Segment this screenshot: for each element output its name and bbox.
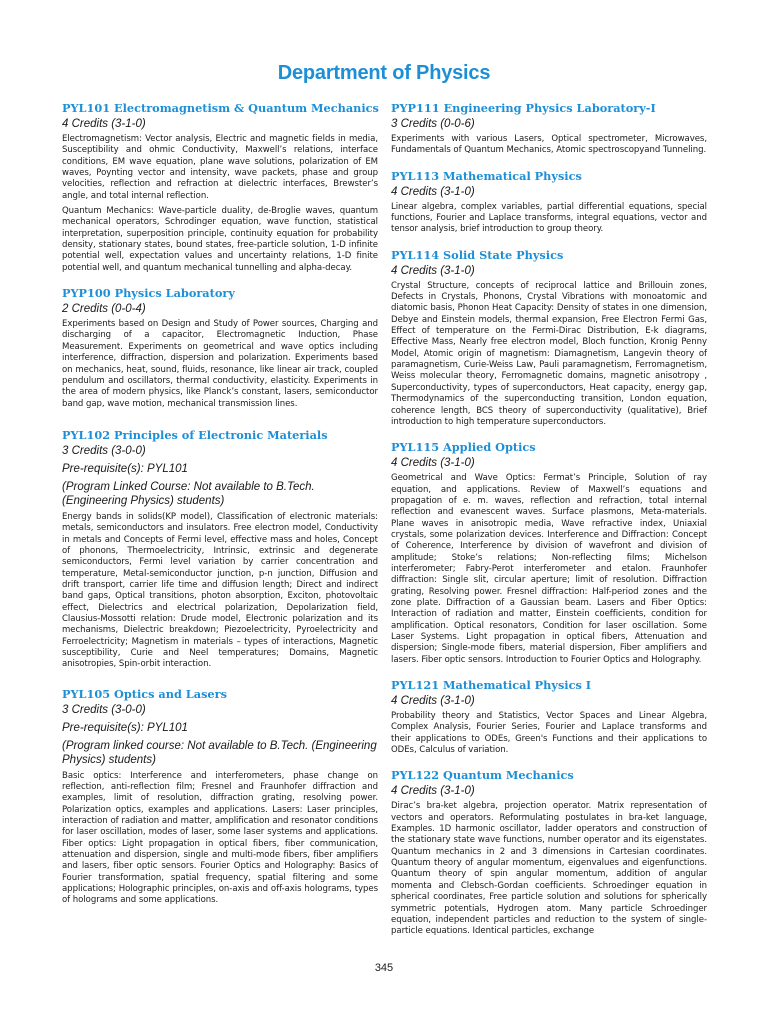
course-credits: 3 Credits (3-0-0)	[62, 703, 146, 716]
course-credits: 4 Credits (3-1-0)	[391, 457, 475, 470]
course-credits: 3 Credits (0-0-6)	[391, 118, 475, 130]
course-description: Experiments based on Design and Study of Power sources, Charging and discharging of a capacitor, Electromagnetic Induction, Phase Measurement. Experiments on geometrical and wave optics including interference, diffraction, dispersion and polarization. Experiments based on mechanics, heat, sound, fluids, resonance, like linear air track, coupled pendulum and oscillators, thermal conductivity, elasticity. Experiments in the area of modern physics, like Planck’s constant, lasers, semiconductor band gap, wave motion, mechanical transmission lines.	[62, 319, 378, 409]
course-pyp100	[62, 286, 378, 410]
course-description: Geometrical and Wave Optics: Fermat’s Principle, Solution of ray equation, and applications. Review of Maxwell’s equations and propagation of e. m. waves, reflection and refraction, total internal reflection and evanescent waves. Surface plasmons, Meta-materials. Plane waves in anisotropic media, Wave refractive index, Uniaxial crystals, some polarization devices. Interference and Diffraction: Concept of Coherence, Interference by division of wavefront and division of amplitude; Stoke’s relations; Non-reflecting films; Michelson interferometer; Fabry-Perot interferometer and etalon. Fraunhofer diffraction: Single slit, circular aperture; limit of resolution. Diffraction grating, Resolving power. Fresnel diffraction: Half-period zones and the zone plate. Diffraction of a Gaussian beam. Lasers and Fiber Optics: Interaction of radiation and matter, Einstein coefficients, condition for amplification. Optical resonators, Condition for laser oscillation. Some Laser Systems. Light propagation in optical fibers, Attenuation and dispersion; Single-mode fibers, material dispersion, Fiber amplifiers and lasers. Fiber optic sensors. Introduction to Fourier Optics and Holography.	[391, 473, 707, 665]
course-credits: 3 Credits (3-0-0)	[62, 444, 146, 457]
course-title: PYL102 Principles of Electronic Materials	[62, 427, 328, 442]
course-pyl114	[391, 248, 707, 428]
course-title: PYL101 Electromagnetism & Quantum Mechanics	[62, 101, 379, 115]
course-prerequisite: Pre-requisite(s): PYL101	[62, 462, 188, 475]
course-description: Crystal Structure, concepts of reciprocal lattice and Brillouin zones, Defects in Crystals, Phonons, Crystal Vibrations with monoatomic and diatomic basis, Phonon Heat Capacity: Density of states in one dimension, Debye and Einstein models, thermal expansion, Free Electron Fermi Gas, Effect of temperature on the Fermi-Dirac Distribution, E-k diagrams, Effective Mass, Nearly free electron model, Bloch function, Kronig Penny Model, Atomic origin of magnetism: Diamagnetism, Langevin theory of paramagnetism, Curie-Weiss Law, Pauli paramagnetism, Ferromagnetism, Weiss molecular theory, Ferromagnetic domains, magnetic anisotropy , Superconductivity, types of superconductors, Heat capacity, energy gap, Thermodynamics of the superconducting transition, London equation, coherence length, BCS theory of superconductivity (qualitative), Brief introduction to high temperature superconductors.	[391, 280, 707, 427]
course-credits: 4 Credits (3-1-0)	[391, 695, 475, 708]
course-title: PYL114 Solid State Physics	[391, 247, 564, 262]
right-column	[391, 101, 707, 950]
course-title: PYL122 Quantum Mechanics	[391, 768, 574, 783]
course-title: PYL121 Mathematical Physics I	[391, 678, 592, 693]
course-pyl115	[391, 440, 707, 666]
course-prerequisite: Pre-requisite(s): PYL101	[62, 721, 188, 734]
page-number: 345	[374, 962, 394, 974]
course-description: Energy bands in solids(KP model), Classification of electronic materials: metals, semiconductors and insulators. Free electron model, Conductivity in metals and Concepts of Fermi level, effective mass and holes, Concept of phonons, Thermoelectricity, Intrinsic, extrinsic and degenerate semiconductors, Fermi level variation by carrier concentration and temperature, Metal-semiconductor junction, p-n junction, Diffusion and drift transport, carrier life time and diffusion length; Direct and indirect band gaps, Optical transitions, photon absorption, Exciton, photovoltaic effect, Dielectrics and electrical polarization, Depolarization field, Clausius-Mossotti relation: Drude model, Electronic polarization and its mechanisms, Dielectric breakdown; Piezoelectricity, Pyroelectricity and Ferroelectricity; Magnetism in materials – types of interactions, Magnetic susceptibility, Curie and Neel temperatures; Domains, Magnetic anisotropies, Spin-orbit interaction.	[62, 511, 378, 670]
course-pyl113	[391, 169, 707, 236]
course-credits: 4 Credits (3-1-0)	[391, 264, 475, 277]
course-credits: 2 Credits (0-0-4)	[62, 303, 146, 316]
course-description: Probability theory and Statistics, Vector Spaces and Linear Algebra, Complex Analysis, Fourier Series, Fourier and Laplace transforms and their applications to ODEs, Green's Functions and their applications to ODEs, Calculus of variation.	[391, 711, 707, 756]
page-title: Department of Physics	[277, 62, 491, 84]
course-credits: 4 Credits (3-1-0)	[391, 785, 475, 798]
course-title: PYP100 Physics Laboratory	[62, 286, 235, 301]
course-description: Dirac’s bra-ket algebra, projection operator. Matrix representation of vectors and operators. Reformulating postulates in bra-ket language, Examples. 1D harmonic oscillator, ladder operators and construction of the stationary state wave functions, number operator and its eigenstates. Quantum mechanics in 2 and 3 dimensions in Cartesian coordinates. Quantum theory of angular momentum, eigenvalues and eigenfunctions. Quantum theory of spin angular momentum, addition of angular momenta and Clebsch-Gordan coefficients. Schroedinger equation in spherical coordinates, Free particle solution and solutions for spherically symmetric potentials, Hydrogen atom. Many particle Schroedinger equation, independent particles and reduction to the system of single-particle equations. Identical particles, exchange	[391, 801, 707, 937]
course-title: PYL113 Mathematical Physics	[391, 168, 582, 183]
course-pyl102	[62, 428, 378, 671]
course-description: Electromagnetism: Vector analysis, Electric and magnetic fields in media, Susceptibility and ohmic Conductivity, Maxwell’s relations, interface conditions, EM wave equation, plane wave solutions, polarization of EM waves, Poynting vector and intensity, wave packets, phase and group velocities, reflection and refraction at dielectric interfaces, Brewster’s angle, and total internal reflection.	[62, 134, 378, 201]
course-pyl101	[62, 101, 378, 274]
course-credits: 4 Credits (3-1-0)	[62, 118, 146, 130]
course-pyp111	[391, 101, 707, 157]
course-note: (Program linked course: Not available to B.Tech. (Engineering Physics) students)	[62, 739, 377, 766]
course-description: Basic optics: Interference and interferometers, phase change on reflection, anti-reflection film; Fresnel and Fraunhofer diffraction and examples, limit of resolution, diffraction grating, resolving power. Polarization optics, examples and applications. Lasers: Laser principles, interaction of radiation and matter, amplification and resonator conditions for laser oscillation, modes of laser, some laser systems and applications. Fiber optics: Light propagation in optical fibers, fiber communication, attenuation and dispersion, single and multi-mode fibers, fiber amplifiers and lasers, fiber optic sensors. Fourier Optics and Holography: Basics of Fourier transformation, spatial frequency, spatial filtering and some applications; Holographic principles, on-axis and off-axis holograms, types of holograms and some applications.	[62, 770, 378, 906]
course-pyl105	[62, 687, 378, 907]
course-description: Linear algebra, complex variables, partial differential equations, special functions, Fourier and Laplace transforms, integral equations, vector and tensor analysis, brief introduction to group theory.	[391, 201, 707, 235]
course-description: Quantum Mechanics: Wave-particle duality, de-Broglie waves, quantum mechanical operators, Schrodinger equation, wave function, statistical interpretation, superposition principle, continuity equation for probability density, stationary states, bound states, free-particle solution, 1-D infinite potential well, expectation values and uncertainty relations, 1-D finite potential well, and quantum mechanical tunnelling and alpha-decay.	[62, 206, 378, 273]
left-column	[62, 101, 378, 919]
course-pyl121	[391, 678, 707, 756]
course-note: (Program Linked Course: Not available to B.Tech. (Engineering Physics) students)	[62, 480, 315, 507]
course-pyl122	[391, 768, 707, 937]
course-title: PYL105 Optics and Lasers	[62, 686, 227, 701]
course-title: PYL115 Applied Optics	[391, 440, 536, 455]
course-credits: 4 Credits (3-1-0)	[391, 185, 475, 198]
course-title: PYP111 Engineering Physics Laboratory-I	[391, 101, 656, 115]
course-description: Experiments with various Lasers, Optical spectrometer, Microwaves, Fundamentals of Quantum Mechanics, Atomic spectroscopyand Tunneling.	[391, 134, 707, 156]
